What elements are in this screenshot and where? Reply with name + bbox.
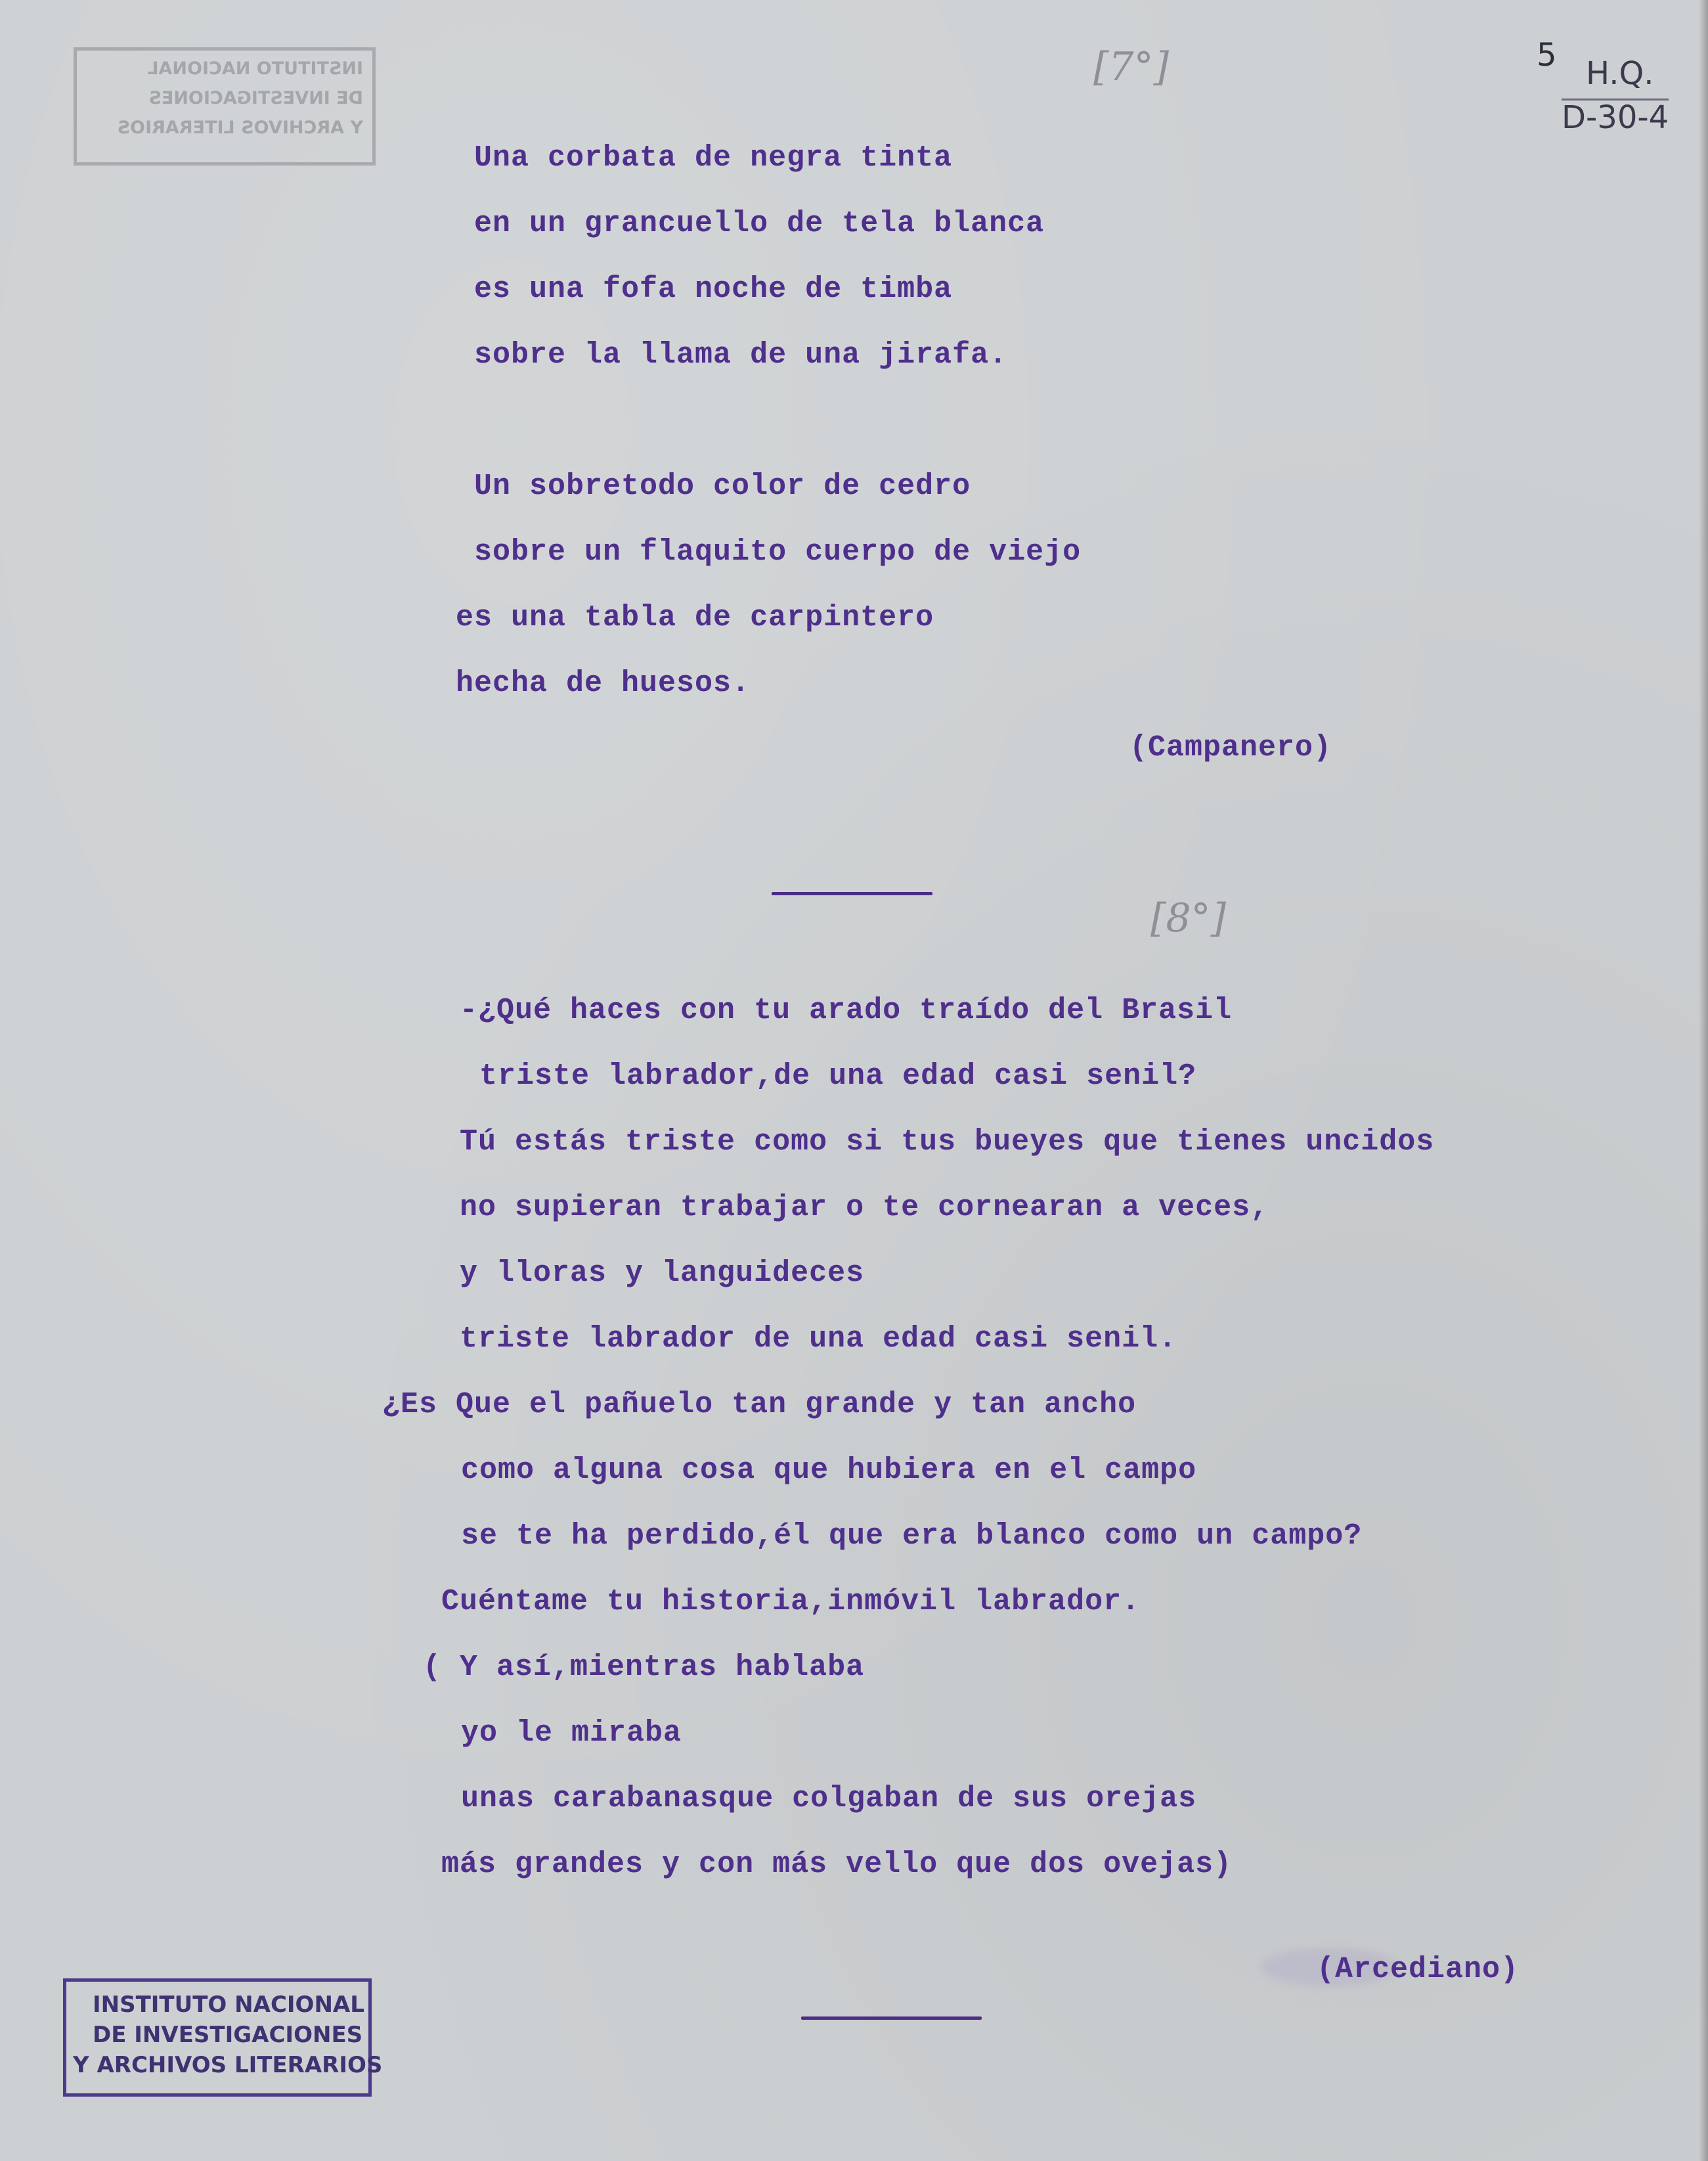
poem7-stanza1-line: Una corbata de negra tinta [474,141,953,175]
faded-stamp-line: DE INVESTIGACIONES [148,88,363,108]
faded-archive-stamp [74,47,376,166]
archive-stamp [63,1978,383,2097]
poem7-stanza1-line: en un grancuello de tela blanca [474,207,1045,240]
poem8-line: ¿Es Que el pañuelo tan grande y tan ancho [382,1388,1137,1421]
poem-marker-7: [7°] [1093,44,1169,90]
stamp-line: DE INVESTIGACIONES [93,2022,363,2048]
poem7-stanza1-line: sobre la llama de una jirafa. [474,338,1008,372]
poem-marker-8: [8°] [1150,895,1226,941]
poem7-stanza2-line: es una tabla de carpintero [456,601,934,635]
poem8-line: -¿Qué haces con tu arado traído del Brasil [460,994,1233,1027]
stamp-line: Y ARCHIVOS LITERARIOS [73,2052,383,2078]
poem7-stanza2-line: sobre un flaquito cuerpo de viejo [474,535,1082,569]
poem8-line: unas carabanasque colgaban de sus orejas [461,1782,1197,1816]
poem8-line: yo le miraba [461,1716,682,1750]
poem8-line: triste labrador de una edad casi senil. [460,1322,1177,1356]
stamp-line: INSTITUTO NACIONAL [93,1992,364,2018]
poem8-line: Tú estás triste como si tus bueyes que tienes uncidos [460,1125,1435,1159]
faded-stamp-line: INSTITUTO NACIONAL [147,58,363,79]
poem7-stanza2-line: Un sobretodo color de cedro [474,470,971,503]
poem8-line: triste labrador,de una edad casi senil? [479,1059,1197,1093]
faded-stamp-line: Y ARCHIVOS LITERARIOS [117,118,363,138]
section-divider [801,2016,982,2020]
poem8-signature: (Arcediano) [1317,1953,1520,1986]
page-number: 5 [1537,37,1557,74]
poem8-line: ( Y así,mientras hablaba [423,1651,865,1684]
poem8-line: Cuéntame tu historia,inmóvil labrador. [441,1585,1141,1618]
poem8-line: se te ha perdido,él que era blanco como un campo? [461,1519,1363,1553]
poem7-stanza2-line: hecha de huesos. [456,667,751,700]
poem8-line: como alguna cosa que hubiera en el campo [461,1454,1197,1487]
poem8-line: no supieran trabajar o te cornearan a veces, [460,1191,1269,1224]
archive-code-top: H.Q. [1586,55,1654,92]
poem8-line: más grandes y con más vello que dos ovejas) [441,1848,1233,1881]
poem7-stanza1-line: es una fofa noche de timba [474,273,953,306]
poem7-signature: (Campanero) [1129,731,1332,765]
archive-code-bottom: D-30-4 [1562,99,1669,136]
page-edge-shadow [1699,0,1708,2161]
section-divider [772,892,932,895]
poem8-line: y lloras y languideces [460,1257,865,1290]
